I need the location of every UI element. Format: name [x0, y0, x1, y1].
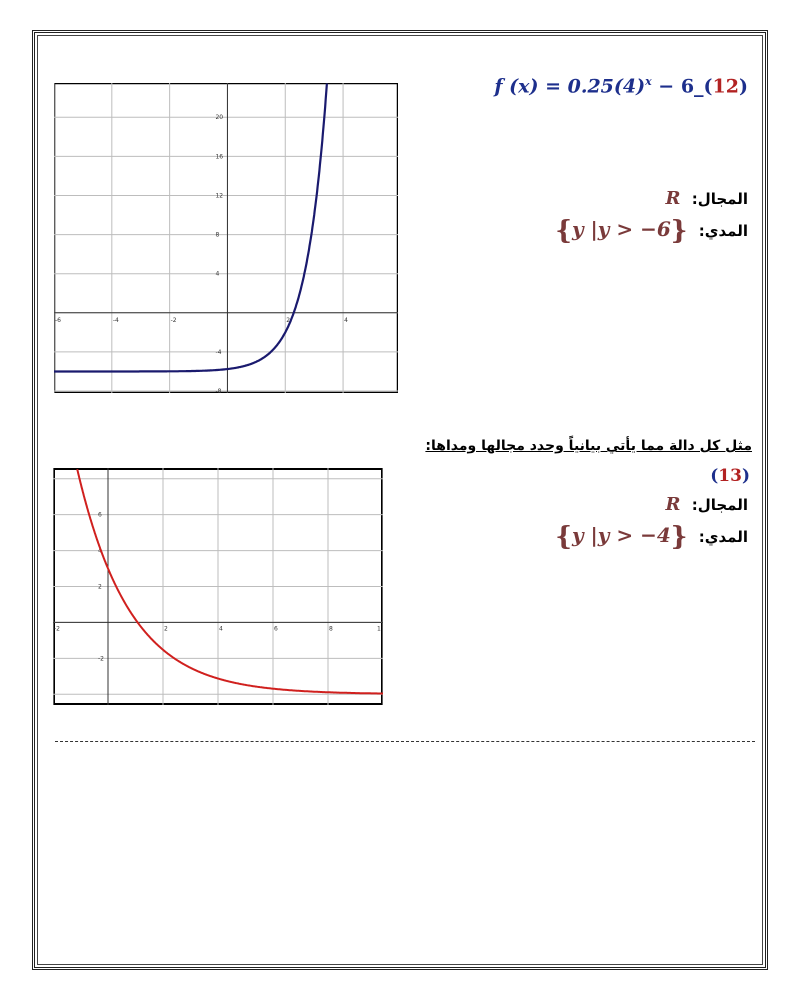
y-tick-label: 4 [98, 547, 102, 555]
x-tick-label: -2 [170, 316, 177, 324]
x-tick-label: 6 [274, 625, 278, 633]
y-tick-label: 4 [215, 270, 220, 278]
x-tick-label: 4 [219, 625, 223, 633]
x-tick-label: -4 [112, 316, 119, 324]
problem-12-number: 12 [712, 75, 739, 98]
problem-12-formula: f $(x) = 0.25(4)^x$ − 6_(12) [494, 75, 748, 98]
domain-label: المجال: [691, 496, 748, 514]
y-tick-label: 6 [98, 511, 102, 519]
range-set: {y |y > −6} [555, 216, 688, 246]
y-tick-label: 2 [98, 583, 102, 591]
y-tick-label: -8 [215, 388, 222, 393]
function-exponent: x [645, 75, 652, 88]
range-expression: y |y > −4 [571, 523, 671, 547]
domain-value: R [665, 188, 681, 209]
range-label: المدي: [698, 222, 748, 240]
x-tick-label: 1 [377, 625, 381, 633]
instruction-text: مثل كل دالة مما يأتي بيانياً وحدد مجالها ومداها: [425, 438, 752, 454]
problem-13-range [555, 522, 748, 552]
y-tick-label: -2 [98, 655, 104, 663]
function-constant: − 6 [658, 75, 695, 98]
y-tick-label: 16 [215, 153, 224, 161]
y-tick-label: -4 [215, 348, 222, 356]
graph-problem-13 [53, 468, 383, 705]
y-tick-label: 8 [215, 231, 220, 239]
x-tick-label: 4 [344, 316, 348, 324]
domain-value: R [665, 494, 681, 515]
x-tick-label: 2 [286, 316, 291, 324]
graph-problem-12 [54, 83, 398, 393]
x-tick-label: -2 [54, 625, 60, 633]
x-tick-label: 2 [164, 625, 168, 633]
range-expression: y |y > −6 [571, 217, 671, 241]
y-tick-label: 20 [215, 114, 224, 122]
domain-label: المجال: [691, 190, 748, 208]
function-expression: f (x) = 0.25(4) [494, 75, 646, 98]
problem-13-number: 13 [718, 466, 742, 486]
range-set: {y |y > −4} [555, 522, 688, 552]
x-tick-label: -6 [55, 316, 61, 324]
problem-13-number-wrap: (13) [710, 466, 750, 486]
x-tick-label: 8 [329, 625, 333, 633]
y-tick-label: 12 [215, 192, 224, 200]
section-divider [55, 741, 755, 742]
range-label: المدي: [698, 528, 748, 546]
problem-12-range [555, 216, 748, 246]
problem-13-domain [666, 494, 749, 515]
problem-12-domain [666, 188, 749, 209]
